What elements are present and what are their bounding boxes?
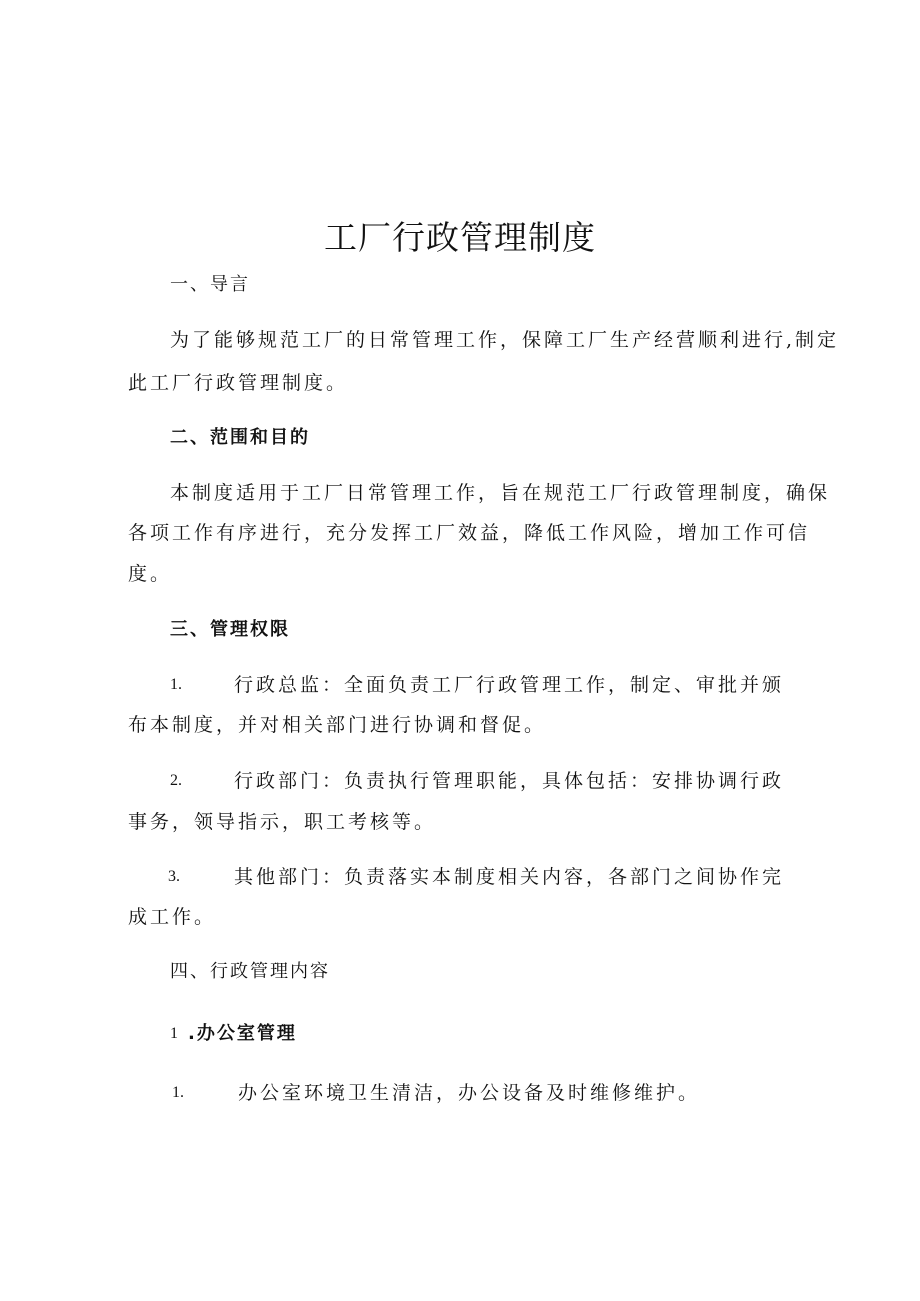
list-item-line: 办公室环境卫生清洁，办公设备及时维修维护。 xyxy=(238,1082,701,1104)
list-item-line: 其他部门：负责落实本制度相关内容，各部门之间协作完 xyxy=(234,866,785,888)
list-item-number: 3. xyxy=(168,868,180,885)
paragraph-line: 度。 xyxy=(128,563,173,585)
list-item-number: 2. xyxy=(170,772,182,789)
list-item-line: 行政部门：负责执行管理职能，具体包括：安排协调行政 xyxy=(234,770,785,792)
list-item-line: 布本制度，并对相关部门进行协调和督促。 xyxy=(128,714,547,736)
paragraph-line: 为了能够规范工厂的日常管理工作，保障工厂生产经营顺利进行,制定 xyxy=(170,329,840,351)
list-item-line: 行政总监：全面负责工厂行政管理工作，制定、审批并颁 xyxy=(234,674,785,696)
section-heading-authority: 三、管理权限 xyxy=(170,619,290,640)
paragraph-line: 本制度适用于工厂日常管理工作，旨在规范工厂行政管理制度，确保 xyxy=(170,482,831,504)
document-title: 工厂行政管理制度 xyxy=(324,218,596,257)
subheading-number: 1 xyxy=(170,1025,178,1042)
subheading-office-management: .办公室管理 xyxy=(188,1023,297,1044)
section-heading-introduction: 一、导言 xyxy=(170,274,250,295)
paragraph-line: 各项工作有序进行，充分发挥工厂效益，降低工作风险，增加工作可信 xyxy=(128,522,811,544)
list-item-number: 1. xyxy=(170,676,182,693)
paragraph-line: 此工厂行政管理制度。 xyxy=(128,372,349,394)
section-heading-scope: 二、范围和目的 xyxy=(170,427,310,448)
list-item-number: 1. xyxy=(172,1084,184,1101)
section-heading-admin-content: 四、行政管理内容 xyxy=(170,961,330,982)
list-item-line: 成工作。 xyxy=(128,906,217,928)
list-item-line: 事务，领导指示，职工考核等。 xyxy=(128,811,437,833)
